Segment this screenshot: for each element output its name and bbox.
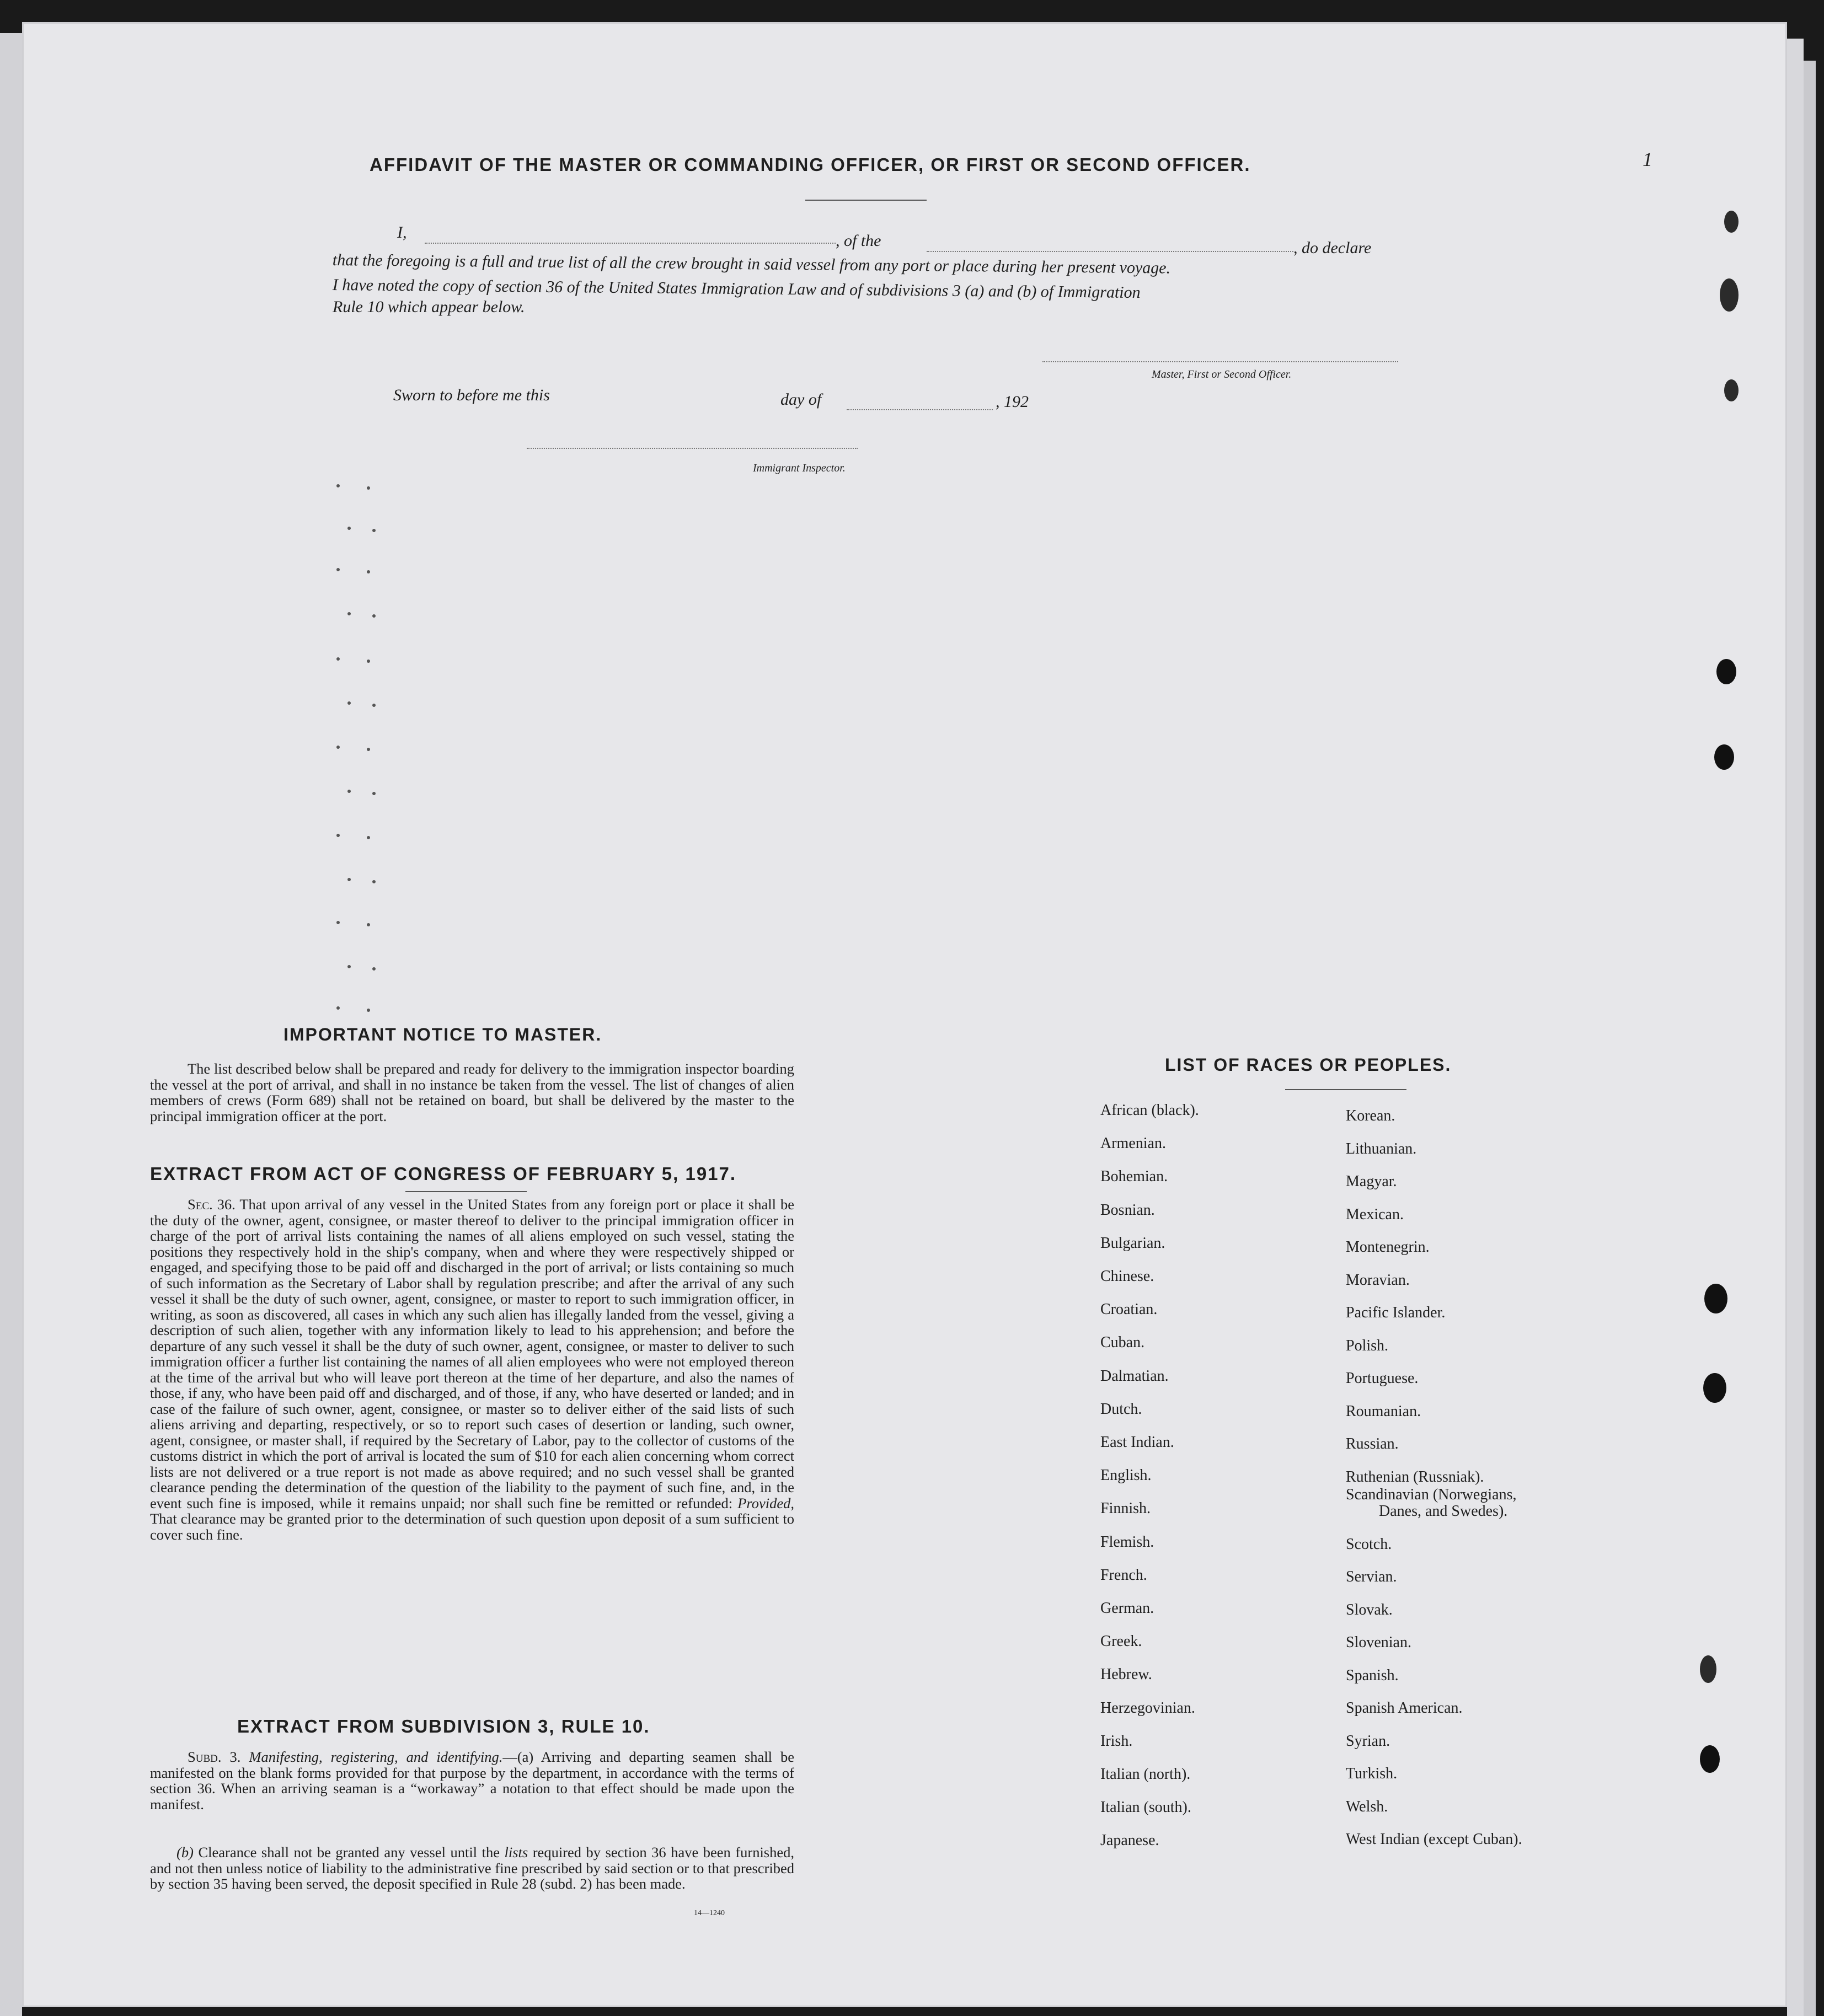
dot-mark [367, 570, 370, 573]
dot-mark [347, 612, 351, 615]
race-item: Italian (north). [1100, 1766, 1191, 1783]
race-item: East Indian. [1100, 1434, 1174, 1451]
extract-act-title: EXTRACT FROM ACT OF CONGRESS OF FEBRUARY 5, 1917. [150, 1164, 737, 1184]
section-36-body: That upon arrival of any vessel in the United States from any foreign port or place it shall be the duty of the owner, agent, consignee, or master thereof to deliver to the principal immigration officer in charge of the port of arrival lists containing the names of all aliens employed on such vessel, stating the positions they respectively hold in the ship's company, when and where they were respectively shipped or engaged, and specifying those to be paid off and discharged in the port of arrival; or lists containing so much of such information as the Secretary of Labor shall by regulation prescribe; and after the arrival of any such vessel it shall be the duty of such owner, agent, consignee, or master to report to such immigration officer, in writing, as soon as discovered, all cases in which any such alien has illegally landed from the vessel, giving a description of such alien, together with any information likely to lead to his apprehension; and before the departure of any such vessel it shall be the duty of such owner, agent, consignee, or master to deliver to such immigration officer a further list containing the names of all alien employees who were not employed thereon at the time of the arrival but who will leave port thereon at the time of her departure, and also the names of those, if any, who have been paid off and discharged, and of those, if any, who have deserted or landed; and in case of the failure of such owner, agent, consignee, or master so to deliver either of the said lists of such aliens arriving and departing, respectively, or so to report such cases of desertion or landing, such owner, agent, consignee, or master shall, if required by the Secretary of Labor, pay to the collector of customs of the customs district in which the port of arrival is located the sum of $10 for each alien concerning whom correct lists are not delivered or a true report is not made as above required; and no such vessel shall be granted clearance pending the determination of the question of the liability to the payment of such fine, and, in the event such fine is imposed, while it remains unpaid; nor shall such fine be remitted or refunded: [150, 1196, 794, 1511]
race-item: Chinese. [1100, 1268, 1154, 1285]
affidavit-line-4: Rule 10 which appear below. [333, 298, 525, 316]
race-item: Pacific Islander. [1346, 1304, 1446, 1321]
race-item: Japanese. [1100, 1832, 1159, 1849]
affidavit-do-declare: , do declare [1293, 239, 1372, 257]
punch-hole [1700, 1655, 1716, 1683]
page-stack-edge-back [1804, 61, 1816, 2016]
extract-rule-text-a [150, 1749, 794, 1812]
race-item: Lithuanian. [1346, 1140, 1417, 1157]
page-stack-left-edge [0, 33, 22, 2016]
vessel-blank[interactable] [927, 251, 1293, 252]
notice-text: The list described below shall be prepared and ready for delivery to the immigration inspector boarding the vessel at the port of arrival, and shall in no instance be taken from the vessel. The list of changes of alien members of crews (Form 689) shall not be retained on board, but shall be delivered by the master to the principal immigration officer at the port. [150, 1060, 794, 1124]
dot-mark [372, 529, 376, 532]
dot-mark [372, 967, 376, 971]
dot-mark [347, 878, 351, 881]
dot-mark [336, 834, 340, 837]
day-of-text: day of [780, 390, 822, 409]
race-item: West Indian (except Cuban). [1346, 1831, 1522, 1848]
race-item: Finnish. [1100, 1500, 1151, 1518]
punch-hole [1700, 1745, 1720, 1773]
dot-mark [367, 836, 370, 839]
race-item: Italian (south). [1100, 1799, 1191, 1816]
name-blank[interactable] [425, 243, 836, 244]
dot-mark [336, 568, 340, 571]
race-item: Ruthenian (Russniak). [1346, 1468, 1484, 1486]
race-item: Croatian. [1100, 1301, 1158, 1318]
race-item: Bulgarian. [1100, 1234, 1165, 1252]
master-signature-line[interactable] [1042, 361, 1398, 362]
dot-mark [367, 748, 370, 751]
subdivision-b-text-1: Clearance shall not be granted any vessel until the [198, 1844, 500, 1860]
race-item: Portuguese. [1346, 1370, 1419, 1387]
races-title: LIST OF RACES OR PEOPLES. [1165, 1055, 1452, 1075]
race-item: Russian. [1346, 1435, 1399, 1452]
race-item: Servian. [1346, 1568, 1397, 1585]
document-sheet [22, 22, 1787, 2007]
subdivision-label: Subd. 3. [188, 1749, 241, 1765]
lists-word: lists [504, 1844, 528, 1860]
affidavit-title: AFFIDAVIT OF THE MASTER OR COMMANDING OFFICER, OR FIRST OR SECOND OFFICER. [370, 154, 1251, 175]
race-item: Scandinavian (Norwegians, [1346, 1486, 1517, 1503]
year-text: , 192 [996, 393, 1029, 411]
race-item: Irish. [1100, 1732, 1133, 1750]
dot-mark [372, 704, 376, 707]
race-item: Turkish. [1346, 1765, 1398, 1782]
subdivision-b-text-2: required by section 36 have been furnished, and not then unless notice of liability to the administrative fine prescribed by said section or to that prescribed by section 35 having been served, the deposit specified in Rule 28 (subd. 2) has been made. [150, 1844, 795, 1892]
race-item: Dalmatian. [1100, 1367, 1169, 1385]
notice-title: IMPORTANT NOTICE TO MASTER. [284, 1025, 602, 1044]
races-divider [1285, 1089, 1406, 1090]
punch-hole [1724, 211, 1739, 233]
race-item: German. [1100, 1600, 1154, 1617]
page-stack-edge [1787, 39, 1804, 2016]
subdivision-heading: Manifesting, registering, and identifying. [249, 1749, 503, 1765]
race-item: Herzegovinian. [1100, 1699, 1195, 1717]
punch-hole [1703, 1373, 1726, 1403]
race-item: Cuban. [1100, 1334, 1145, 1352]
dot-mark [336, 921, 340, 924]
sworn-text: Sworn to before me this [393, 386, 550, 404]
race-item: English. [1100, 1467, 1152, 1484]
act-divider [405, 1191, 527, 1192]
date-blank[interactable] [847, 409, 993, 410]
race-item: Syrian. [1346, 1732, 1390, 1750]
race-item: African (black). [1100, 1102, 1199, 1119]
affidavit-line-2: that the foregoing is a full and true list of all the crew brought in said vessel from any port or place during her present voyage. [332, 251, 1171, 277]
form-number: 14—1240 [694, 1909, 725, 1917]
race-item: Roumanian. [1346, 1402, 1421, 1420]
dot-mark [347, 965, 351, 968]
race-item: Magyar. [1346, 1173, 1397, 1190]
extract-rule-title: EXTRACT FROM SUBDIVISION 3, RULE 10. [237, 1716, 650, 1736]
dot-mark [372, 614, 376, 618]
dot-mark [367, 660, 370, 663]
dot-mark [367, 923, 370, 926]
punch-hole [1716, 659, 1736, 684]
section-number: Sec. 36. [188, 1196, 236, 1213]
punch-hole [1714, 744, 1734, 770]
punch-hole [1704, 1284, 1727, 1313]
race-item: Welsh. [1346, 1798, 1388, 1815]
race-item: French. [1100, 1566, 1147, 1584]
subdivision-a-text: —(a) Arriving and departing seamen shall be manifested on the blank forms provided for that purpose by the department, in accordance with the terms of section 36. When an arriving seaman is a “workaway” a notation to that effect should be made upon the manifest. [150, 1749, 794, 1813]
punch-hole [1720, 278, 1739, 312]
page-number: 1 [1643, 148, 1652, 170]
affidavit-line-3: I have noted the copy of section 36 of the United States Immigration Law and of subdivisions 3 (a) and (b) of Immigration [332, 276, 1141, 302]
dot-mark [347, 790, 351, 793]
race-item: Greek. [1100, 1633, 1142, 1650]
race-item: Moravian. [1346, 1271, 1410, 1289]
dot-mark [372, 792, 376, 795]
provided-word: Provided, [737, 1494, 795, 1511]
race-item: Slovak. [1346, 1601, 1393, 1618]
dot-mark [336, 657, 340, 661]
punch-hole [1724, 379, 1739, 401]
inspector-signature-line[interactable] [527, 448, 858, 449]
race-item: Dutch. [1100, 1400, 1142, 1418]
race-item: Mexican. [1346, 1205, 1404, 1223]
race-item: Armenian. [1100, 1135, 1166, 1152]
race-item: Hebrew. [1100, 1666, 1152, 1683]
race-item: Polish. [1346, 1337, 1389, 1354]
extract-act-text [150, 1197, 794, 1542]
race-item: Slovenian. [1346, 1634, 1411, 1651]
b-label: (b) [176, 1844, 194, 1860]
race-item: Spanish American. [1346, 1699, 1463, 1717]
extract-rule-text-b [150, 1845, 794, 1892]
dot-mark [336, 484, 340, 487]
affidavit-i: I, [397, 223, 407, 242]
race-item: Flemish. [1100, 1533, 1154, 1551]
dot-mark [367, 1009, 370, 1012]
race-item: Spanish. [1346, 1666, 1399, 1684]
dot-mark [336, 746, 340, 749]
inspector-label: Immigrant Inspector. [753, 462, 846, 474]
race-item: Bohemian. [1100, 1168, 1168, 1186]
master-label: Master, First or Second Officer. [1152, 368, 1292, 380]
section-36-end: That clearance may be granted prior to the determination of such question upon deposit of a sum sufficient to cover such fine. [150, 1510, 794, 1543]
dot-mark [336, 1006, 340, 1010]
race-item: Bosnian. [1100, 1201, 1155, 1219]
race-item: Danes, and Swedes). [1379, 1502, 1508, 1520]
race-item: Scotch. [1346, 1535, 1392, 1553]
dot-mark [367, 486, 370, 490]
affidavit-of-the: , of the [836, 232, 881, 250]
dot-mark [347, 701, 351, 705]
race-item: Montenegrin. [1346, 1238, 1430, 1256]
title-divider [805, 200, 927, 201]
dot-mark [372, 880, 376, 883]
race-item: Korean. [1346, 1107, 1395, 1124]
dot-mark [347, 527, 351, 530]
